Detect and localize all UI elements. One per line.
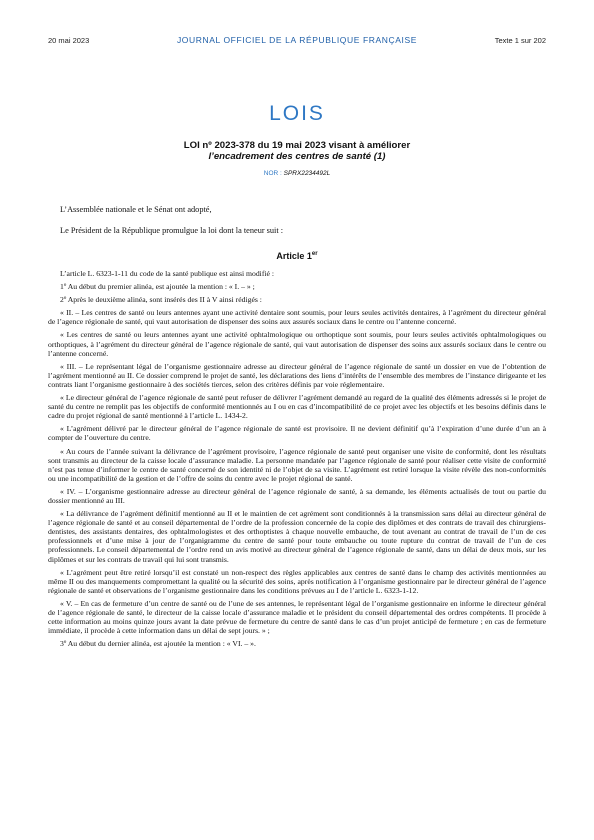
paragraph: « IV. – L’organisme gestionnaire adresse au directeur général de l’agence régionale de santé, à sa demande, les éléments actualisés de tout ou partie du dossier mentionné au III. — [48, 486, 546, 505]
article-body — [48, 269, 546, 652]
paragraph: L’article L. 6323-1-11 du code de la santé publique est ainsi modifié : — [60, 269, 274, 278]
paragraph: 2º Après le deuxième alinéa, sont insérés des II à V ainsi rédigés : — [60, 295, 262, 305]
paragraph: « L’agrément peut être retiré lorsqu’il est constaté un non-respect des règles applicables aux centres de santé dans le champ des activités mentionnées au même II ou des manquements compromettant la qualité ou la sécurité des soins, après notification à l’organisme gestionnaire par le directeur général de l’agence régionale de santé et observations de l’organisme gestionnaire dans les conditions prévues au I de l’article L. 6323-1-12. — [48, 567, 546, 595]
law-title-line-2: l’encadrement des centres de santé (1) — [208, 151, 386, 162]
page-counter: Texte 1 sur 202 — [494, 36, 546, 45]
paragraph: « V. – En cas de fermeture d’un centre de santé ou de l’une de ses antennes, le représentant légal de l’organisme gestionnaire en informe le directeur général de l’agence régionale de santé, le directeur de la caisse locale d’assurance maladie et le président du conseil départemental des ordres compétents. Il procède à cette information au moins quinze jours avant la date prévue de fermeture du centre de santé dans le cas d’un projet anticipé de fermeture ; en cas de fermeture immédiate, il procède à cette information dans un délai de sept jours. » ; — [48, 598, 546, 636]
paragraph: « Le directeur général de l’agence régionale de santé peut refuser de délivrer l’agrément demandé au regard de la qualité des éléments adressés si le projet de santé du centre ne remplit pas les objectifs de conformité mentionnés au I ou en cas d’incompatibilité de ce projet avec les objectifs et les besoins définis dans le cadre du projet régional de santé mentionné à l’article L. 1434-2. — [48, 393, 546, 421]
intro-adoption: L’Assemblée nationale et le Sénat ont adopté, — [60, 205, 212, 214]
publication-date: 20 mai 2023 — [48, 36, 90, 45]
paragraph: 1º Au début du premier alinéa, est ajoutée la mention : « I. – » ; — [60, 282, 255, 292]
law-title-line-1: LOI nº 2023-378 du 19 mai 2023 visant à améliorer — [183, 140, 411, 151]
section-title: LOIS — [269, 102, 325, 125]
journal-name: JOURNAL OFFICIEL DE LA RÉPUBLIQUE FRANÇAISE — [176, 35, 418, 45]
paragraph: « II. – Les centres de santé ou leurs antennes ayant une activité dentaire sont soumis, pour leurs seules activités dentaires, à l’agrément du directeur général de l’agence régionale de santé, qui vaut autorisation de dispenser des soins aux assurés sociaux dans le centre ou l’antenne concerné. — [48, 308, 546, 327]
paragraph: « III. – Le représentant légal de l’organisme gestionnaire adresse au directeur général de l’agence régionale de santé un dossier en vue de l’obtention de l’agrément mentionné au II. Ce dossier comprend le projet de santé, les déclarations des liens d’intérêts de l’ensemble des membres de l’instance dirigeante et les contrats liant l’organisme gestionnaire à des sociétés tierces, selon des critères définis par voie réglementaire. — [48, 361, 546, 389]
article-heading — [0, 251, 594, 261]
nor-reference — [0, 170, 594, 177]
intro-promulgation: Le Président de la République promulgue la loi dont la teneur suit : — [60, 226, 284, 235]
paragraph: « L’agrément délivré par le directeur général de l’agence régionale de santé est provisoire. Il ne devient définitif qu’à l’expiration d’une durée d’un an à compter de l’ouverture du centre. — [48, 424, 546, 443]
law-title — [80, 140, 514, 162]
article-heading-sup: er — [311, 251, 318, 257]
page-header — [48, 36, 546, 48]
article-heading-text: Article 1 — [276, 251, 312, 261]
paragraph: 3º Au début du dernier alinéa, est ajoutée la mention : « VI. – ». — [60, 639, 256, 649]
nor-label: NOR : — [263, 170, 282, 177]
paragraph: « La délivrance de l’agrément définitif mentionné au II et le maintien de cet agrément sont conditionnés à la transmission sans délai au directeur général de l’agence régionale de santé et au conseil départemental de l’ordre de la profession concernée de la copie des diplômes et des contrats de travail des chirurgiens-dentistes, des assistants dentaires, des ophtalmologistes et des orthoptistes à chaque nouvelle embauche, de tout avenant au contrat de travail de l’un de ces professionnels et d’une mise à jour de l’organigramme du centre de santé pour toute embauche ou toute rupture du contrat de travail de l’un de ces professionnels. Le conseil départemental de l’ordre rend un avis motivé au directeur général de l’agence régionale de santé, dans un délai de deux mois, sur les diplômes et sur les contrats de travail qui lui sont transmis. — [48, 509, 546, 564]
nor-code: SPRX2234492L — [283, 170, 331, 177]
paragraph: « Au cours de l’année suivant la délivrance de l’agrément provisoire, l’agence régionale de santé peut organiser une visite de conformité, dont les résultats sont transmis au directeur de la caisse locale d’assurance maladie. La personne mandatée par l’agence régionale de santé pour réaliser cette visite de conformité n’est pas tenue d’informer le centre de santé concerné de son identité ni de l’objet de sa visite. L’agrément est retiré lorsque la visite révèle des non-conformités ou une incompatibilité de la gestion et de l’offre de soins du centre avec le projet régional de santé. — [48, 446, 546, 483]
paragraph: « Les centres de santé ou leurs antennes ayant une activité ophtalmologique ou orthoptique sont soumis, pour leurs seules activités ophtalmologiques ou orthoptiques, à l’agrément du directeur général de l’agence régionale de santé, qui vaut autorisation de dispenser des soins aux assurés sociaux dans le centre ou l’antenne concerné. — [48, 330, 546, 358]
